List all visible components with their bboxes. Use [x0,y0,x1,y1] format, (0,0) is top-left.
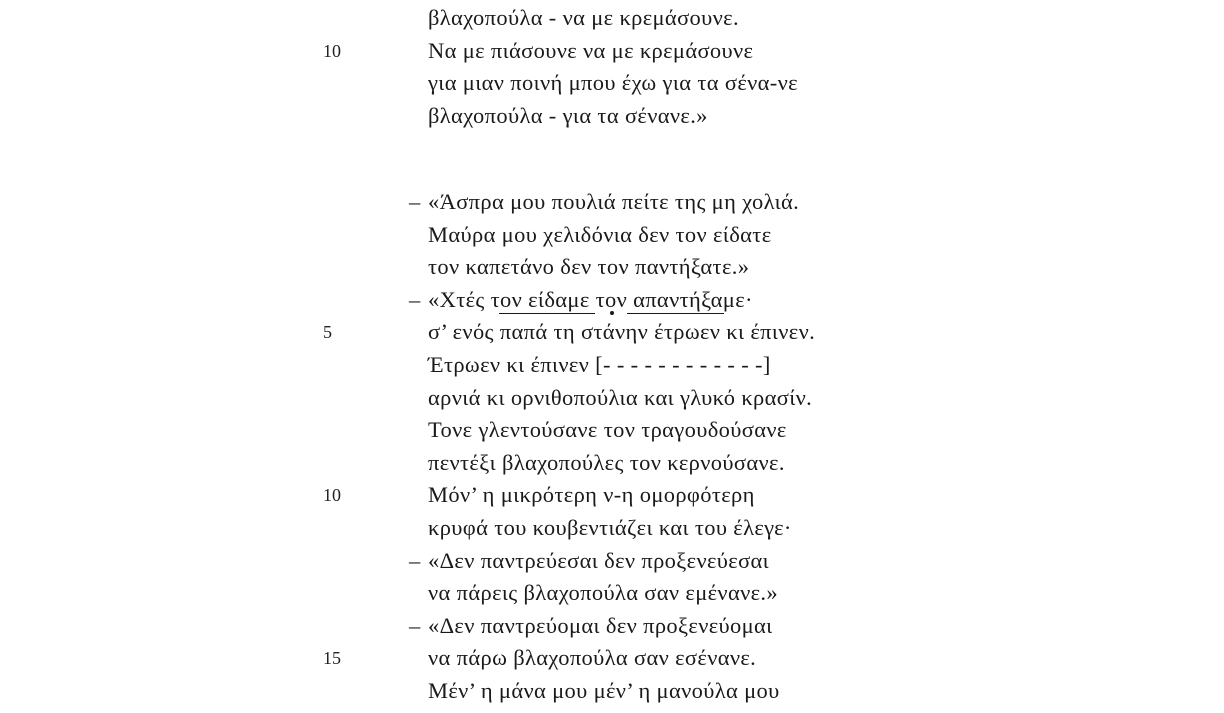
verse-text: «Δεν παντρεύεσαι δεν προξενεύεσαι [428,547,770,573]
verse-text: να πάρεις βλαχοπούλα σαν εμένανε.» [428,580,778,606]
verse-text: Τονε γλεντούσανε τον τραγουδούσανε [428,417,787,443]
verse-text: τον καπετάνο δεν τον παντήξατε.» [428,254,750,280]
verse-line [0,2,1224,34]
dialogue-dash: – [409,612,421,638]
verse-line [0,67,1224,99]
verse-line [0,414,1224,446]
verse-text: πεντέξι βλαχοπούλες τον κερνούσανε. [428,449,785,475]
verse-text: βλαχοπούλα - για τα σένανε.» [428,102,708,128]
verse-text: Μέν’ η μάνα μου μέν’ η μανούλα μου [428,678,780,703]
verse-text: «Δεν παντρεύομαι δεν προξενεύομαι [428,612,773,638]
verse-text: για μιαν ποινή μπου έχω για τα σένα-νε [428,70,798,96]
line-number: 10 [323,485,341,506]
verse-text: «Χτές τον είδαμε τον απαντήξαμε· [428,286,753,312]
verse-line [0,100,1224,132]
verse-line [0,349,1224,381]
verse-text: σ’ ενός παπά τη στάνην έτρωεν κι έπινεν. [428,319,816,345]
section-divider [0,152,1224,172]
verse-line [0,35,1224,67]
verse-line [0,545,1224,577]
verse-text: «Άσπρα μου πουλιά πείτε της μη χολιά. [428,189,800,214]
verse-line [0,675,1224,707]
verse-text: Μαύρα μου χελιδόνια δεν τον είδατε [428,221,772,247]
line-number: 15 [323,648,341,669]
verse-line [0,512,1224,544]
verse-line [0,642,1224,674]
verse-line [0,186,1224,218]
line-number: 10 [323,40,341,61]
verse-text: Να με πιάσουνε να με κρεμάσουνε [428,37,754,63]
verse-line [0,251,1224,283]
verse-text: να πάρω βλαχοπούλα σαν εσένανε. [428,645,757,671]
verse-text: Μόν’ η μικρότερη ν-η ομορφότερη [428,482,755,508]
dialogue-dash: – [409,189,421,214]
line-number: 5 [323,322,332,343]
verse-line [0,447,1224,479]
verse-line [0,479,1224,511]
verse-text: Έτρωεν κι έπινεν [- - - - - - - - - - - -] [428,352,771,377]
verse-line [0,219,1224,251]
verse-text: βλαχοπούλα - να με κρεμάσουνε. [428,5,739,30]
verse-line [0,382,1224,414]
verse-text: αρνιά κι ορνιθοπούλια και γλυκό κρασίν. [428,384,813,410]
verse-line [0,610,1224,642]
verse-line [0,316,1224,348]
dialogue-dash: – [409,547,421,573]
verse-line [0,284,1224,316]
verse-text: κρυφά του κουβεντιάζει και του έλεγε· [428,515,792,540]
verse-line [0,577,1224,609]
dialogue-dash: – [409,286,421,312]
